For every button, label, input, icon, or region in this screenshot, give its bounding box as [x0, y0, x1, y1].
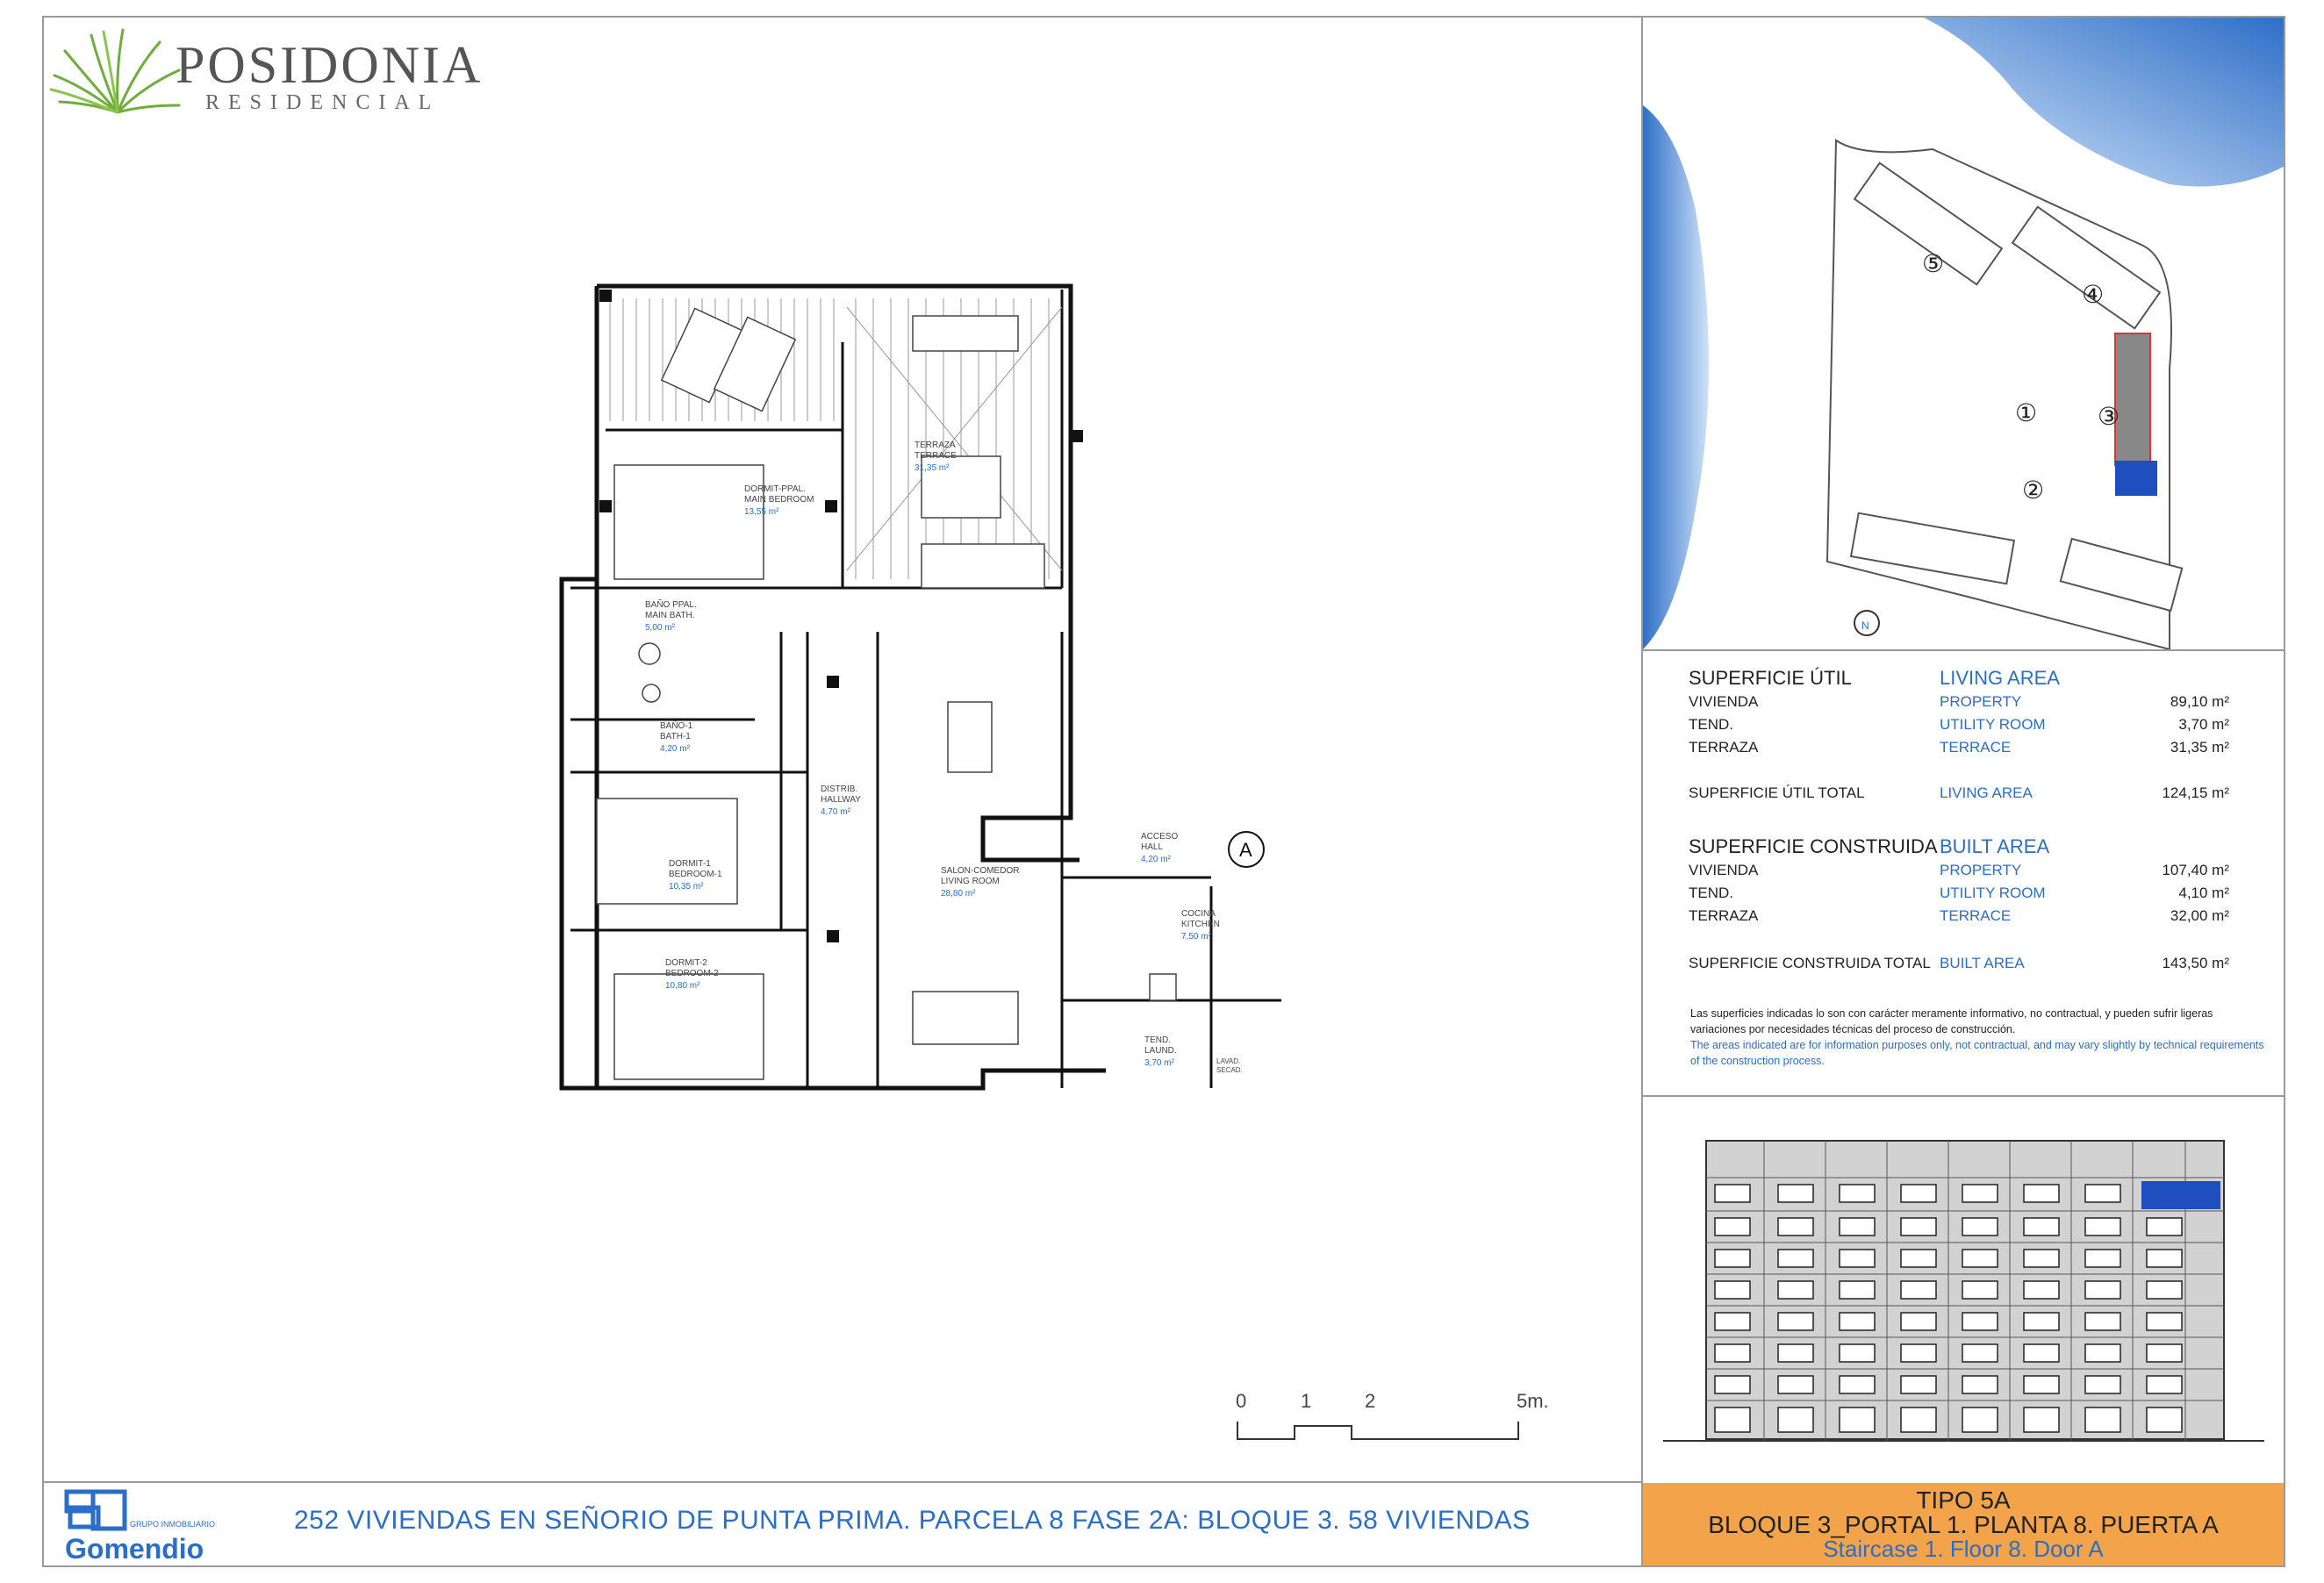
- room-area: 10,80 m²: [665, 981, 700, 991]
- room-label: HALLWAY: [821, 795, 861, 805]
- room-label: DORMIT-PPAL.: [744, 484, 806, 494]
- scale-label: 0: [1236, 1390, 1247, 1412]
- area-total-label-en: LIVING AREA: [1940, 784, 2033, 801]
- block-label: ④: [2082, 281, 2105, 308]
- room-area: 28,80 m²: [941, 889, 976, 899]
- area-row-value: 32,00 m²: [2170, 907, 2229, 924]
- site-plan: [1643, 18, 2284, 649]
- room-label: LAVAD.: [1216, 1057, 1241, 1065]
- area-row-label-en: TERRACE: [1940, 739, 2012, 756]
- scale-label: 5m.: [1517, 1390, 1549, 1412]
- area-total-value: 143,50 m²: [2162, 955, 2229, 971]
- unit-type: TIPO 5A: [1916, 1486, 2011, 1514]
- area-row-value: 107,40 m²: [2162, 862, 2229, 878]
- room-label: COCINA: [1181, 909, 1216, 919]
- room-label: LAUND.: [1144, 1046, 1177, 1056]
- useful-heading: SUPERFICIE ÚTIL: [1689, 667, 1852, 689]
- area-row-label: VIVIENDA: [1689, 693, 1759, 710]
- room-area: 7,50 m²: [1181, 932, 1211, 942]
- north-arrow-icon: N: [1861, 620, 1869, 632]
- floor-plan: [544, 254, 1352, 1114]
- disclaimer-es: Las superficies indicadas lo son con carácter meramente informativo, no contractual, y pueden sufrir ligeras variaciones por necesidades técnicas del proceso de construcción.: [1690, 1007, 2213, 1035]
- area-row-value: 31,35 m²: [2170, 739, 2229, 756]
- disclaimer-en: The areas indicated are for information purposes only, not contractual, and may vary slightly by technical requirements of the construction process.: [1690, 1039, 2264, 1067]
- unit-location-en: Staircase 1. Floor 8. Door A: [1823, 1536, 2104, 1562]
- area-row-label-en: UTILITY ROOM: [1940, 716, 2046, 733]
- unit-highlight: [2115, 461, 2157, 496]
- company-logo: [61, 1488, 255, 1565]
- room-area: 5,00 m²: [645, 623, 675, 633]
- block-3-highlight: [2115, 333, 2150, 465]
- area-row-value: 3,70 m²: [2178, 716, 2229, 733]
- area-row-label-en: PROPERTY: [1940, 693, 2022, 710]
- block-label: ②: [2022, 476, 2045, 504]
- scale-label: 1: [1301, 1390, 1312, 1412]
- area-total-label: SUPERFICIE ÚTIL TOTAL: [1689, 784, 1865, 801]
- project-title: 252 VIVIENDAS EN SEÑORIO DE PUNTA PRIMA. PARCELA 8 FASE 2A: BLOQUE 3. 58 VIVIENDAS: [294, 1506, 1531, 1535]
- room-label: ACCESO: [1141, 832, 1179, 842]
- room-area: 4,20 m²: [1141, 855, 1171, 864]
- block-label: ③: [2098, 403, 2120, 430]
- divider: [1641, 649, 2285, 651]
- divider: [1641, 1095, 2285, 1097]
- area-row-label: VIVIENDA: [1689, 862, 1759, 878]
- area-row-label: TERRAZA: [1689, 739, 1759, 756]
- brand-subtitle: RESIDENCIAL: [205, 91, 441, 114]
- brand-name: POSIDONIA: [176, 36, 484, 94]
- room-area: 31,35 m²: [915, 463, 950, 473]
- room-label: TEND.: [1144, 1035, 1171, 1045]
- room-label: BATH-1: [660, 732, 691, 741]
- area-total-value: 124,15 m²: [2162, 784, 2229, 801]
- area-row-label: TEND.: [1689, 885, 1733, 901]
- room-area: 10,35 m²: [669, 882, 704, 892]
- area-total-label: SUPERFICIE CONSTRUIDA TOTAL: [1689, 955, 1931, 971]
- unit-location: BLOQUE 3_PORTAL 1. PLANTA 8. PUERTA A: [1708, 1511, 2219, 1538]
- unit-highlight: [2141, 1181, 2220, 1209]
- room-label: DORMIT-2: [665, 958, 707, 968]
- room-area: 3,70 m²: [1144, 1058, 1174, 1068]
- room-area: 4,20 m²: [660, 744, 690, 754]
- block-label: ⑤: [1922, 250, 1945, 277]
- water-area: [1643, 105, 1709, 649]
- building-facade: [1659, 1128, 2273, 1453]
- built-heading-en: BUILT AREA: [1940, 835, 2050, 857]
- room-label: SECAD.: [1216, 1066, 1243, 1074]
- built-heading: SUPERFICIE CONSTRUIDA: [1689, 835, 1938, 857]
- room-label: TERRAZA: [915, 441, 956, 450]
- palm-logo-icon: [47, 25, 188, 123]
- block-label: ①: [2015, 399, 2038, 426]
- area-row-label-en: TERRACE: [1940, 907, 2012, 924]
- water-area: [1924, 18, 2284, 187]
- room-area: 4,70 m²: [821, 807, 850, 817]
- divider: [42, 1481, 1643, 1483]
- room-label: TERRACE: [915, 451, 957, 461]
- room-label: BAÑO-1: [660, 721, 693, 731]
- area-row-value: 4,10 m²: [2178, 885, 2229, 901]
- area-row-value: 89,10 m²: [2170, 693, 2229, 710]
- area-row-label-en: UTILITY ROOM: [1940, 885, 2046, 901]
- area-total-label-en: BUILT AREA: [1940, 955, 2025, 971]
- room-label: BEDROOM-1: [669, 870, 722, 879]
- useful-heading-en: LIVING AREA: [1940, 667, 2060, 689]
- room-label: HALL: [1141, 842, 1164, 852]
- company-subtitle: GRUPO INMOBILIARIO: [130, 1520, 216, 1529]
- room-label: LIVING ROOM: [941, 877, 1000, 886]
- entrance-marker: A: [1239, 839, 1252, 861]
- room-label: KITCHEN: [1181, 920, 1220, 929]
- room-label: MAIN BATH.: [645, 611, 695, 620]
- room-label: MAIN BEDROOM: [744, 495, 814, 505]
- room-area: 13,55 m²: [744, 507, 779, 517]
- room-label: DORMIT-1: [669, 859, 711, 869]
- scale-label: 2: [1365, 1390, 1376, 1412]
- room-label: SALON-COMEDOR: [941, 866, 1020, 876]
- room-label: BEDROOM-2: [665, 969, 719, 978]
- area-row-label: TERRAZA: [1689, 907, 1759, 924]
- room-label: BAÑO PPAL.: [645, 600, 697, 610]
- area-row-label-en: PROPERTY: [1940, 862, 2022, 878]
- area-row-label: TEND.: [1689, 716, 1733, 733]
- room-label: DISTRIB.: [821, 784, 858, 794]
- company-name: Gomendio: [65, 1533, 204, 1565]
